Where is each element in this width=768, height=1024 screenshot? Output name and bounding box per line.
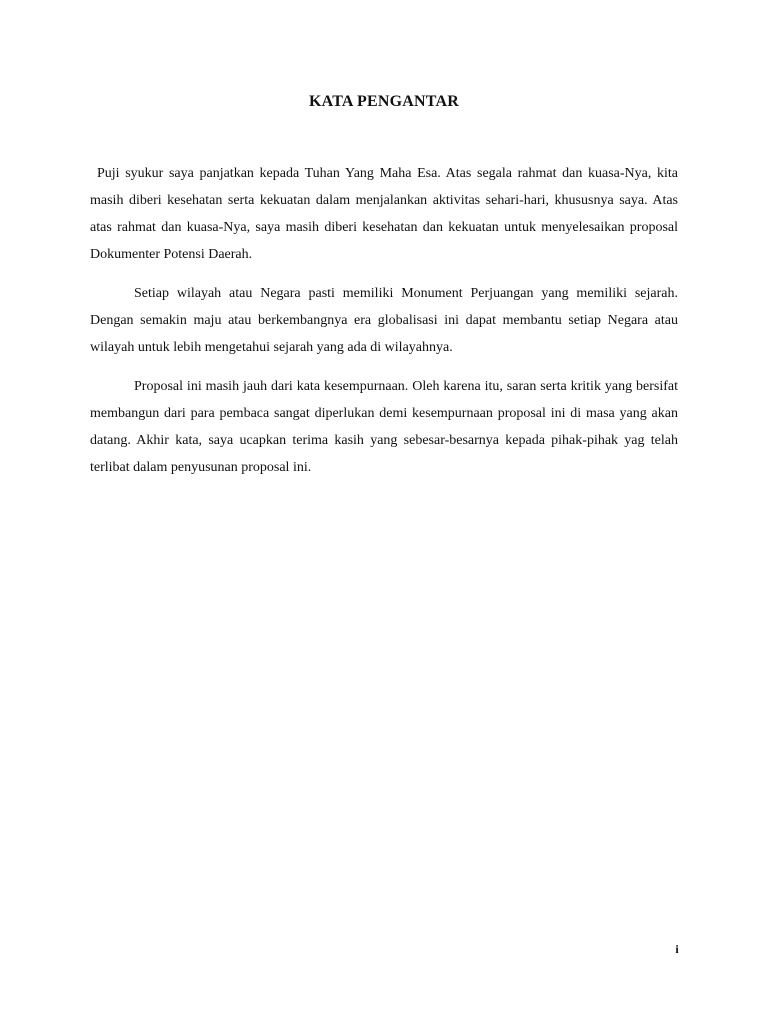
paragraph-2: Setiap wilayah atau Negara pasti memiliki Monument Perjuangan yang memiliki sejarah. Dengan semakin maju atau berkembangnya era globalisasi ini dapat membantu setiap Negara atau wilayah untuk lebih mengetahui sejarah yang ada di wilayahnya. <box>90 286 678 355</box>
page-title: KATA PENGANTAR <box>309 93 459 110</box>
paragraph-3: Proposal ini masih jauh dari kata kesempurnaan. Oleh karena itu, saran serta kritik yang bersifat membangun dari para pembaca sangat diperlukan demi kesempurnaan proposal ini di masa yang akan datang. Akhir kata, saya ucapkan terima kasih yang sebesar-besarnya kepada pihak-pihak yag telah terlibat dalam penyusunan proposal ini. <box>90 379 678 475</box>
page-number: i <box>675 942 679 956</box>
paragraph-1: Puji syukur saya panjatkan kepada Tuhan Yang Maha Esa. Atas segala rahmat dan kuasa-Nya, kita masih diberi kesehatan serta kekuatan dalam menjalankan aktivitas sehari-hari, khususnya saya. Atas atas rahmat dan kuasa-Nya, saya masih diberi kesehatan dan kekuatan untuk menyelesaikan proposal Dokumenter Potensi Daerah. <box>90 166 678 262</box>
document-body <box>90 160 678 493</box>
